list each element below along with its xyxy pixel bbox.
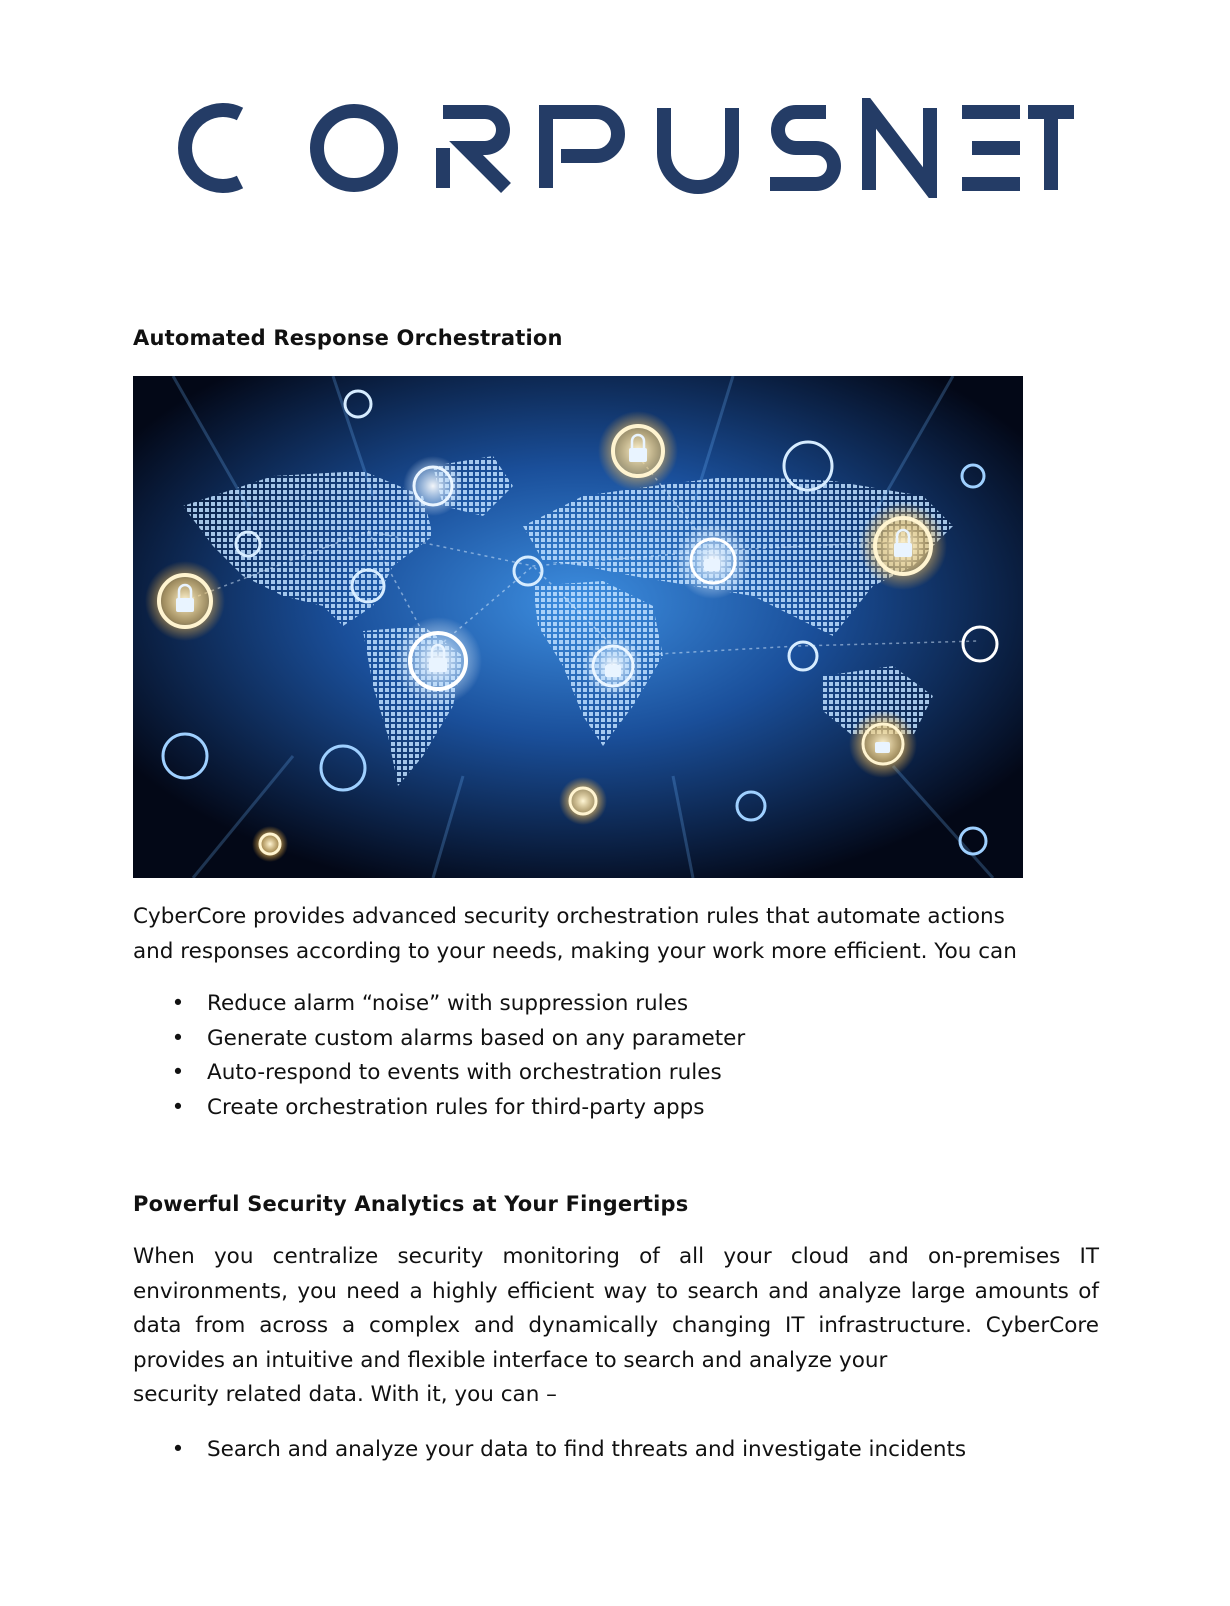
section-heading-security-analytics: Powerful Security Analytics at Your Fingertips <box>133 1192 689 1216</box>
bullet-icon: • <box>171 1437 185 1462</box>
intro-paragraph-orchestration <box>133 900 1099 969</box>
paragraph-text-last-line: security related data. With it, you can – <box>133 1382 557 1407</box>
hero-image-world-map-security <box>133 376 1023 878</box>
world-map-lock-network-icon <box>133 376 1023 878</box>
bullet-icon: • <box>171 991 185 1016</box>
bullet-icon: • <box>171 1060 185 1085</box>
corpusnet-logo <box>166 98 1076 198</box>
section-heading-automated-response: Automated Response Orchestration <box>133 326 563 350</box>
paragraph-text: CyberCore provides advanced security orchestration rules that automate actions <box>133 904 1005 929</box>
bullet-icon: • <box>171 1025 185 1051</box>
analytics-paragraph <box>133 1240 1099 1413</box>
paragraph-text: When you centralize security monitoring of all your cloud and on-premises IT environments, you need a highly efficient way to search and analyze large amounts of data from across a complex and dynamically changing IT infrastructure. CyberCore provides an intuitive and flexible interface to search and analyze your <box>133 1244 1099 1373</box>
paragraph-text-last-line: and responses according to your needs, making your work more efficient. You can <box>133 938 1017 964</box>
bullet-icon: • <box>171 1094 185 1120</box>
document-page: Automated Response Orchestration CyberCore provides advanced security orchestration rules that automate actions and responses according to your needs, making your work more efficient. You can • Reduce alarm “noise” with suppression rules • Generate custom alarms based on any parameter • Auto-respond to events with orchestration rules • Create orchestration rules for third-party apps Powerful Security Analytics at Your Fingertips When you centralize security monitoring of all your cloud and on-premises IT environments, you need a highly efficient way to search and analyze large amounts of data from across a complex and dynamically changing IT infrastructure. CyberCore provides an intuitive and flexible interface to search and analyze your security related data. With it, you can – • Search and analyze your data to find threats and investigate incidents <box>0 0 1230 1606</box>
